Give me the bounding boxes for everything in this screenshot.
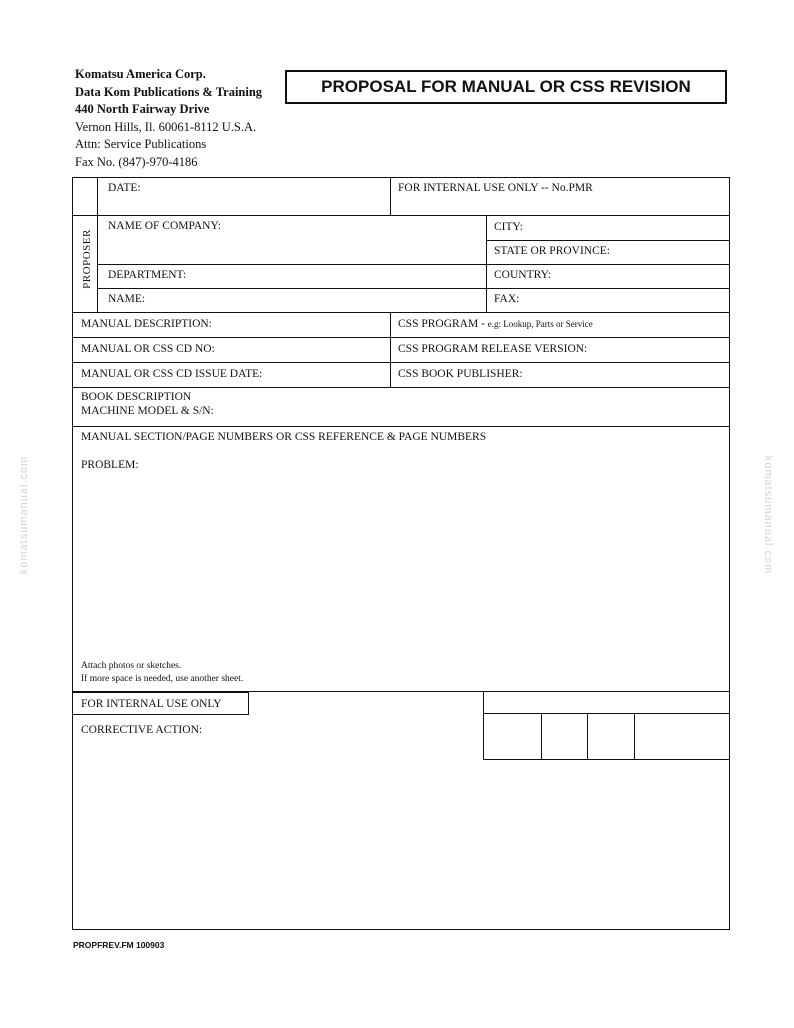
machine-model-label: MACHINE MODEL & S/N: — [81, 405, 214, 417]
watermark-right: komatsumanual.com — [762, 455, 774, 575]
city-label: CITY: — [494, 221, 523, 233]
name-label: NAME: — [108, 293, 146, 305]
problem-label: PROBLEM: — [81, 459, 139, 471]
city-line: Vernon Hills, Il. 60061-8112 U.S.A. — [75, 119, 257, 134]
cd-number-label: MANUAL OR CSS CD NO: — [81, 343, 215, 355]
book-publisher-label: CSS BOOK PUBLISHER: — [398, 368, 523, 380]
issue-date-label: MANUAL OR CSS CD ISSUE DATE: — [81, 368, 263, 380]
company-name-label: NAME OF COMPANY: — [108, 220, 221, 232]
css-program-text: CSS PROGRAM - — [398, 318, 485, 330]
proposer-label: PROPOSER — [81, 229, 93, 289]
release-version-label: CSS PROGRAM RELEASE VERSION: — [398, 343, 588, 355]
form-title: PROPOSAL FOR MANUAL OR CSS REVISION — [285, 70, 727, 104]
corrective-action-label: CORRECTIVE ACTION: — [81, 724, 203, 736]
footer-code: PROPFREV.FM 100903 — [73, 940, 165, 950]
internal-pmr-label: FOR INTERNAL USE ONLY -- No.PMR — [398, 182, 593, 194]
department-label: DEPARTMENT: — [108, 269, 187, 281]
date-label: DATE: — [108, 182, 141, 194]
css-program-example: e.g: Lookup, Parts or Service — [487, 319, 593, 329]
space-note: If more space is needed, use another sheet. — [81, 674, 244, 684]
street-address: 440 North Fairway Drive — [75, 102, 210, 116]
sender-address — [75, 66, 262, 171]
manual-description-label: MANUAL DESCRIPTION: — [81, 318, 212, 330]
attach-note: Attach photos or sketches. — [81, 661, 182, 671]
css-program-label — [398, 318, 593, 330]
country-label: COUNTRY: — [494, 269, 552, 281]
attention-line: Attn: Service Publications — [75, 137, 207, 151]
fax-label: FAX: — [494, 293, 520, 305]
book-description-label: BOOK DESCRIPTION — [81, 391, 192, 403]
fax-line: Fax No. (847)-970-4186 — [75, 154, 198, 169]
watermark-left: komatsumanual.com — [18, 455, 30, 575]
company-name: Komatsu America Corp. — [75, 67, 206, 81]
state-label: STATE OR PROVINCE: — [494, 245, 611, 257]
internal-use-box: FOR INTERNAL USE ONLY — [72, 692, 249, 715]
division-name: Data Kom Publications & Training — [75, 84, 263, 99]
section-numbers-label: MANUAL SECTION/PAGE NUMBERS OR CSS REFERENCE & PAGE NUMBERS — [81, 431, 487, 443]
